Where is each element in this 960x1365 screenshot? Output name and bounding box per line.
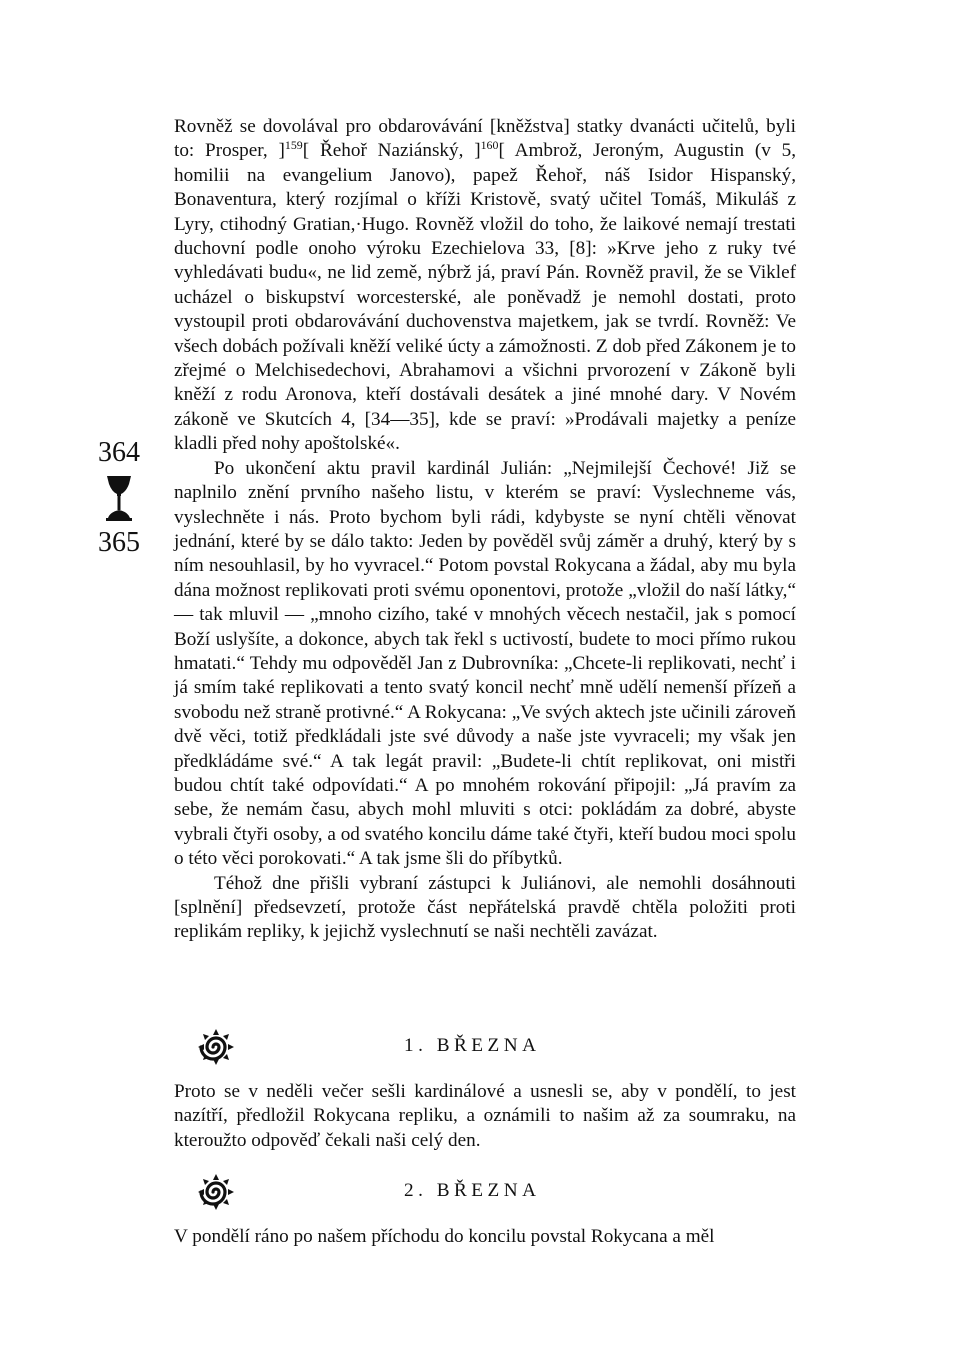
spiral-ornament-icon bbox=[196, 1172, 236, 1212]
body-paragraph bbox=[174, 872, 796, 945]
body-paragraph bbox=[174, 115, 796, 457]
section-heading-2 bbox=[0, 1172, 960, 1212]
margin-number-bottom: 365 bbox=[98, 527, 140, 558]
body-paragraph bbox=[174, 457, 796, 872]
section-2-paragraph: V pondělí ráno po našem příchodu do koncilu povstal Rokycana a měl bbox=[174, 1226, 715, 1247]
paragraph-text: [ Řehoř Naziánský, ] bbox=[302, 140, 481, 162]
section-2-text bbox=[174, 1225, 796, 1249]
footnote-marker: 160 bbox=[480, 138, 499, 153]
chalice-icon bbox=[104, 474, 134, 522]
section-1-text bbox=[174, 1080, 796, 1153]
spiral-ornament-icon bbox=[196, 1027, 236, 1067]
margin-number-top: 364 bbox=[98, 437, 140, 468]
paragraph-text: [ Ambrož, Jeroným, Augustin (v 5, homilii na evangelium Janovo), papež Řehoř, náš Isidor Hispanský, Bonaventura, který rozjímal o kříži Kristově, svatý učitel Tomáš, Mikuláš z Lyry, ctihodný Gratian,·Hugo. Rovněž vložil do toho, že laikové nemají trestati duchovní podle onoho výroku Ezechielova 33, [8]: »Krve jeho z ruky tvé vyhledávati budu«, ne lid země, nýbrž já, praví Pán. Rovněž pravil, že se Viklef ucházel o biskupství worcesterské, ale poněvadž je nemohl dostati, proto vystoupil proti obdarovávání duchovenstva majetkem, jak se tvrdí. Rovněž: Ve všech dobách požívali kněží veliké úcty a zámožnosti. Z dob před Zákonem je to zřejmé o Melchisedechovi, Abrahamovi a všichni prvorození v Zákoně byli kněží z rodu Aronova, kteří dostávali desátek a jiné mnohé dary. V Novém zákoně ve Skutcích 4, [34—35], kde se praví: »Prodávali majetky a peníze kladli před nohy apoštolské«. bbox=[174, 140, 797, 455]
footnote-marker: 159 bbox=[284, 138, 303, 153]
section-date: 2. BŘEZNA bbox=[404, 1180, 541, 1201]
paragraph-text: Téhož dne přišli vybraní zástupci k Juliánovi, ale nemohli dosáhnouti [splnění] předsevzetí, protože část nepřátelská pravdě chtěla položiti proti replikám repliky, k jejichž vyslechnutí se naši nechtěli zavázat. bbox=[174, 872, 796, 943]
section-date: 1. BŘEZNA bbox=[404, 1035, 541, 1056]
paragraph-text: Po ukončení aktu pravil kardinál Julián: „Nejmilejší Čechové! Již se naplnilo znění prvního našeho listu, v kterém se praví: Vyslechneme vás, vyslechněte i nás. Proto bychom byli rádi, kdybyste se nyní chtěli věnovat jednání, které by se dálo takto: Jeden by pověděl svůj záměr a druhý, který by s ním nesouhlasil, by ho vyvracel.“ Potom povstal Rokycana a žádal, aby mu byla dána možnost replikovati proti svému oponentovi, protože „vložil do naší látky,“ — tak mluvil — „mnoho cizího, také v mnohých věcech nestačil, jak s pomocí Boží uslyšíte, a dokonce, abych tak řekl s uctivostí, budete to moci přímo rukou hmatati.“ Tehdy mu odpověděl Jan z Dubrovníka: „Chcete-li replikovati, nechť i já smím také replikovati a tento svatý koncil nechť mně udělí nemenší přízeň a svobodu než straně protivné.“ A Rokycana: „Ve svých aktech jste učinili zároveň dvě věci, totiž předkládali jste své důvody a naše jste vyvraceli; my však jen předkládáme své.“ A tak legát pravil: „Budete-li chtít replikovat, oni mistři budou chtít také odpovídati.“ A po mnohém rokování připojil: „Já pravím za sebe, že nemám času, abych mohl mluviti s otci: pokládám za dobré, abyste vybrali čtyři osoby, a od svatého koncilu dáme také čtyři, kteří budou moci spolu o této věci porokovati.“ A tak jsme šli do příbytků. bbox=[174, 457, 796, 870]
section-1-paragraph: Proto se v neděli večer sešli kardinálové a usnesli se, aby v pondělí, to jest nazítří, předložil Rokycana repliku, a oznámili to našim až za soumraku, na kteroužto odpověď čekali naši celý den. bbox=[174, 1081, 796, 1151]
section-heading-1 bbox=[0, 1027, 960, 1067]
paragraph-text: Rovněž se dovolával pro obdarovávání [kněžstva] statky dvanácti učitelů, byli to: Prosper, ] bbox=[174, 116, 796, 162]
margin-page-reference bbox=[88, 438, 150, 558]
body-text-top bbox=[174, 115, 796, 945]
